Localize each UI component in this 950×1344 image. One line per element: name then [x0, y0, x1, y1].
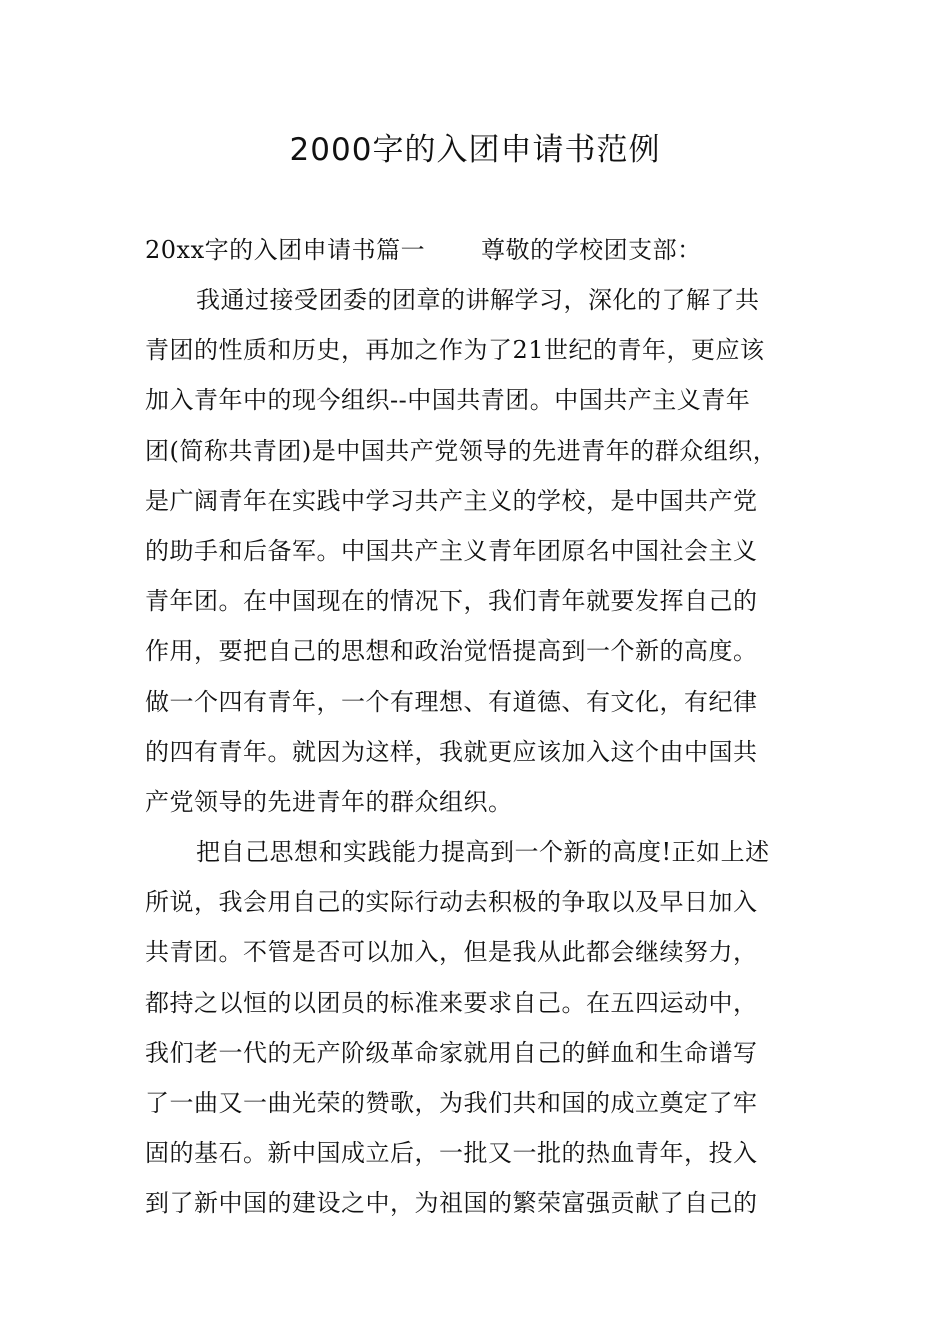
paragraph-line: 青团的性质和历史，再加之作为了21世纪的青年，更应该	[145, 336, 765, 365]
paragraph-line: 的四有青年。就因为这样，我就更应该加入这个由中国共	[145, 737, 758, 766]
paragraph-line: 做一个四有青年，一个有理想、有道德、有文化，有纪律	[145, 687, 758, 716]
paragraph-line: 了一曲又一曲光荣的赞歌，为我们共和国的成立奠定了牢	[145, 1089, 758, 1117]
paragraph-line: 都持之以恒的以团员的标准来要求自己。在五四运动中，	[145, 988, 758, 1017]
paragraph-line: 作用，要把自己的思想和政治觉悟提高到一个新的高度。	[145, 637, 758, 666]
paragraph-line: 所说，我会用自己的实际行动去积极的争取以及早日加入	[145, 888, 758, 917]
paragraph-line: 固的基石。新中国成立后，一批又一批的热血青年，投入	[145, 1139, 758, 1168]
paragraph-line: 共青团。不管是否可以加入，但是我从此都会继续努力，	[145, 938, 758, 967]
paragraph-line: 到了新中国的建设之中，为祖国的繁荣富强贡献了自己的	[145, 1189, 758, 1218]
paragraph-1	[145, 275, 825, 827]
document-body	[145, 225, 825, 1229]
section-heading: 20xx字的入团申请书篇一	[145, 236, 426, 264]
document-title: 2000字的入团申请书范例	[289, 132, 661, 168]
heading-line	[145, 225, 825, 275]
paragraph-line: 青年团。在中国现在的情况下，我们青年就要发挥自己的	[145, 587, 758, 616]
paragraph-line: 我通过接受团委的团章的讲解学习，深化的了解了共	[196, 286, 760, 314]
paragraph-line: 我们老一代的无产阶级革命家就用自己的鲜血和生命谱写	[145, 1038, 758, 1067]
paragraph-line: 把自己思想和实践能力提高到一个新的高度!正如上述	[196, 838, 770, 867]
paragraph-line: 加入青年中的现今组织--中国共青团。中国共产主义青年	[145, 386, 751, 415]
salutation: 尊敬的学校团支部：	[481, 236, 702, 264]
paragraph-line: 的助手和后备军。中国共产主义青年团原名中国社会主义	[145, 536, 758, 565]
paragraph-line: 团(简称共青团)是中国共产党领导的先进青年的群众组织，	[145, 436, 778, 465]
paragraph-2	[145, 827, 825, 1229]
paragraph-line: 产党领导的先进青年的群众组织。	[145, 787, 513, 816]
paragraph-line: 是广阔青年在实践中学习共产主义的学校，是中国共产党	[145, 486, 758, 515]
